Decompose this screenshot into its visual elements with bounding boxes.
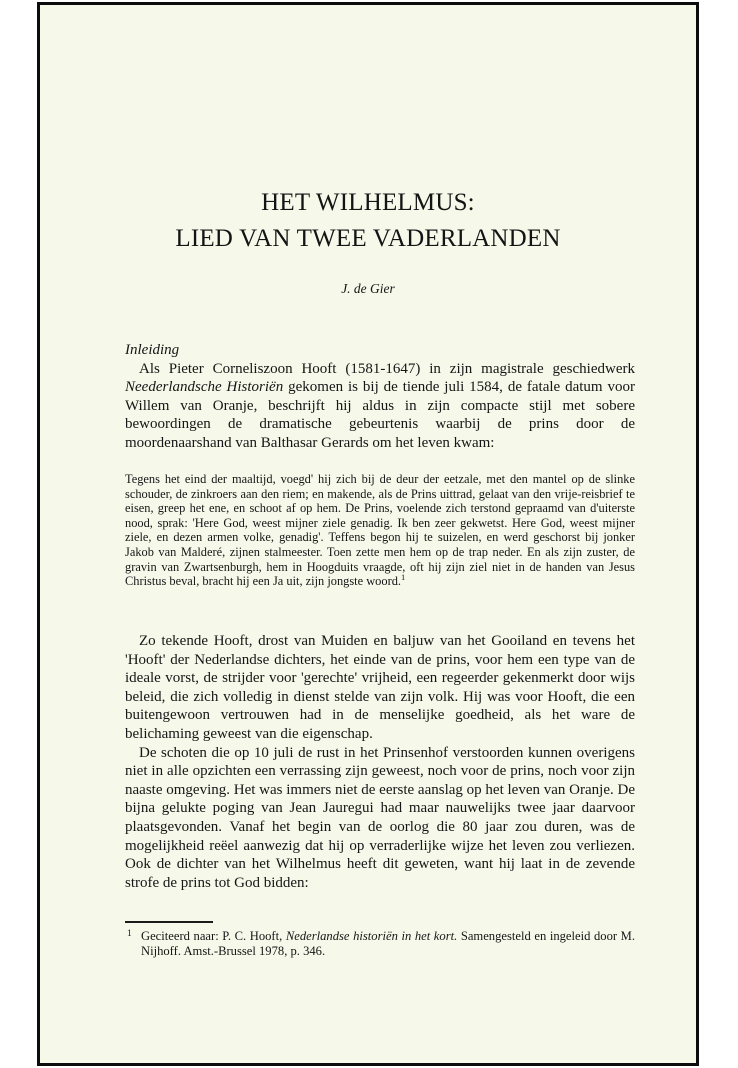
footnote-work-title: Nederlandse historiën in het kort. <box>285 929 458 943</box>
article-title-line-2: LIED VAN TWEE VADERLANDEN <box>175 225 561 252</box>
paragraph-1 <box>125 360 635 453</box>
work-title: Neederlandsche Historiën <box>125 379 284 396</box>
author: J. de Gier <box>341 281 395 296</box>
footnote-divider <box>125 921 213 923</box>
main-text <box>125 632 635 892</box>
document-page <box>37 2 699 1066</box>
paragraph-2: Zo tekende Hooft, drost van Muiden en baljuw van het Gooiland en tevens het 'Hooft' der Nederlandse dichters, het einde van de prins, voor hem een type van de ideale vorst, de strijder voor 'gerechte' vrijheid, een regeerder gekenmerkt door wijs beleid, die zich volledig in dienst stelde van zijn volk. Hij was voor Hooft, die een buitengewoon vertrouwen had in de menselijke goedheid, als het ware de belichaming geweest van die eigenschap. <box>125 633 635 742</box>
footnote-text-b: Samengesteld en ingeleid door M. Nijhoff. Amst.-Brussel 1978, p. 346. <box>141 929 635 958</box>
introduction-section <box>125 341 635 453</box>
block-quote <box>125 472 635 589</box>
footnote-number: 1 <box>127 929 132 939</box>
footnote <box>125 929 635 959</box>
paragraph-1-text-a: Als Pieter Corneliszoon Hooft (1581-1647) in zijn magistrale geschiedwerk <box>139 360 635 377</box>
paragraph-1-text-b: gekomen is bij de tiende juli 1584, de fatale datum voor Willem van Oranje, beschrijft hij aldus in zijn compacte stijl met sobere bewoordingen de dramatische gebeurtenis waarbij de prins door de moordenaarshand van Balthasar Gerards om het leven kwam: <box>125 379 635 451</box>
quote-text: Tegens het eind der maaltijd, voegd' hij zich bij de deur der eetzale, met den mantel op de slinke schouder, de zinkroers aan den riem; en makende, als de Prins uittrad, gelaat van den vrije-reisbrief te eisen, greep het ene, en schoot af op hem. De Prins, voelende zich terstond gepraamd van d'uiterste nood, sprak: 'Here God, weest mijner ziele genadig. Ik ben zeer gekwetst. Here God, weest mijner ziele, en dezen armen volke, genadig'. Teffens begon hij te suizelen, en werd geschorst bij jonker Jakob van Malderé, zijnen stalmeester. Toen zette men hem op de trap neder. En als zijn zuster, de gravin van Zwartsenburgh, hem in Hoogduits vraagde, oft hij zijn ziel niet in de handen van Jesus Christus beval, bracht hij een Ja uit, zijn jongste woord. <box>125 472 635 589</box>
footnote-text-a: Geciteerd naar: P. C. Hooft, <box>141 929 286 943</box>
article-title-line-1: HET WILHELMUS: <box>261 189 475 216</box>
paragraph-3: De schoten die op 10 juli de rust in het Prinsenhof verstoorden kunnen overigens niet in alle opzichten een verrassing zijn geweest, noch voor de prins, noch voor zijn naaste omgeving. Het was immers niet de eerste aanslag op het leven van Oranje. De bijna gelukte poging van Jean Jauregui had maar nauwelijks twee jaar daarvoor plaatsgevonden. Vanaf het begin van de oorlog die 80 jaar zou duren, was de mogelijkheid reëel aanwezig dat hij op verraderlijke wijze het leven zou verliezen. Ook de dichter van het Wilhelmus heeft dit geweten, want hij laat in de zevende strofe de prins tot God bidden: <box>125 744 635 891</box>
section-heading: Inleiding <box>125 342 180 358</box>
footnote-reference[interactable]: 1 <box>400 572 406 583</box>
